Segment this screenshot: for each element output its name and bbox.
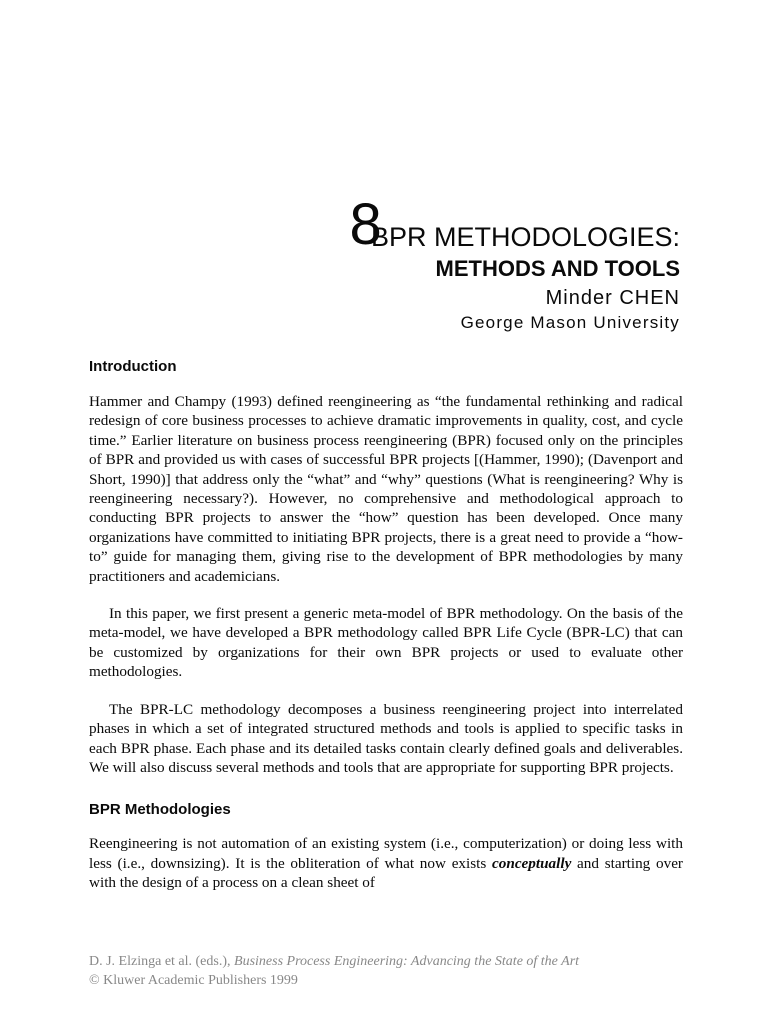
footer-book-title: Business Process Engineering: Advancing the State of the Art bbox=[234, 954, 580, 969]
paragraph bbox=[89, 834, 683, 892]
paragraph: In this paper, we first present a generic meta-model of BPR methodology. On the basis of the meta-model, we have developed a BPR methodology called BPR Life Cycle (BPR-LC) that can be customized by organizations for their own BPR projects or used to evaluate other methodologies. bbox=[89, 605, 683, 681]
author-affiliation: George Mason University bbox=[460, 313, 680, 332]
chapter-title-row bbox=[349, 190, 680, 260]
footer-editors: D. J. Elzinga et al. (eds.), bbox=[89, 954, 235, 969]
section-heading-introduction: Introduction bbox=[89, 358, 177, 375]
footer-citation bbox=[89, 952, 579, 971]
paragraph-text: and starting over with the design of a process on a clean sheet of bbox=[89, 854, 683, 892]
paragraph: Hammer and Champy (1993) defined reengineering as “the fundamental rethinking and radical redesign of core business processes to achieve dramatic improvements in quality, cost, and cycle time.” Earlier literature on business process reengineering (BPR) focused only on the principles of BPR and provided us with cases of successful BPR projects [(Hammer, 1990); (Davenport and Short, 1990)] that address only the “what” and “why” questions (What is reengineering? Why is reengineering necessary?). However, no comprehensive and methodological approach to conducting BPR projects to answer the “how” question has been developed. Once many organizations have committed to initiating BPR projects, there is a great need to provide a “how-to” guide for managing them, giving rise to the development of BPR methodologies by many practitioners and academicians. bbox=[89, 393, 683, 585]
paragraph-text: Reengineering is not automation of an existing system (i.e., computerization) or doing less with less (i.e., downsizing). It is the obliteration of what now exists bbox=[89, 835, 683, 872]
author-name: Minder CHEN bbox=[545, 287, 680, 309]
footer-copyright: © Kluwer Academic Publishers 1999 bbox=[89, 973, 298, 988]
emphasis-text: conceptually bbox=[492, 854, 572, 872]
chapter-title: BPR METHODOLOGIES: bbox=[370, 222, 680, 252]
page-body bbox=[89, 356, 683, 893]
chapter-subtitle: METHODS AND TOOLS bbox=[435, 256, 680, 281]
paragraph: The BPR-LC methodology decomposes a business reengineering project into interrelated phases in which a set of integrated structured methods and tools is applied to specific tasks in each BPR phase. Each phase and its detailed tasks contain clearly defined goals and deliverables. We will also discuss several methods and tools that are appropriate for supporting BPR projects. bbox=[89, 700, 683, 776]
chapter-header bbox=[349, 190, 680, 334]
section-heading-bpr-methodologies: BPR Methodologies bbox=[89, 801, 231, 819]
page-footer bbox=[89, 952, 579, 990]
chapter-number: 8 bbox=[349, 192, 382, 257]
